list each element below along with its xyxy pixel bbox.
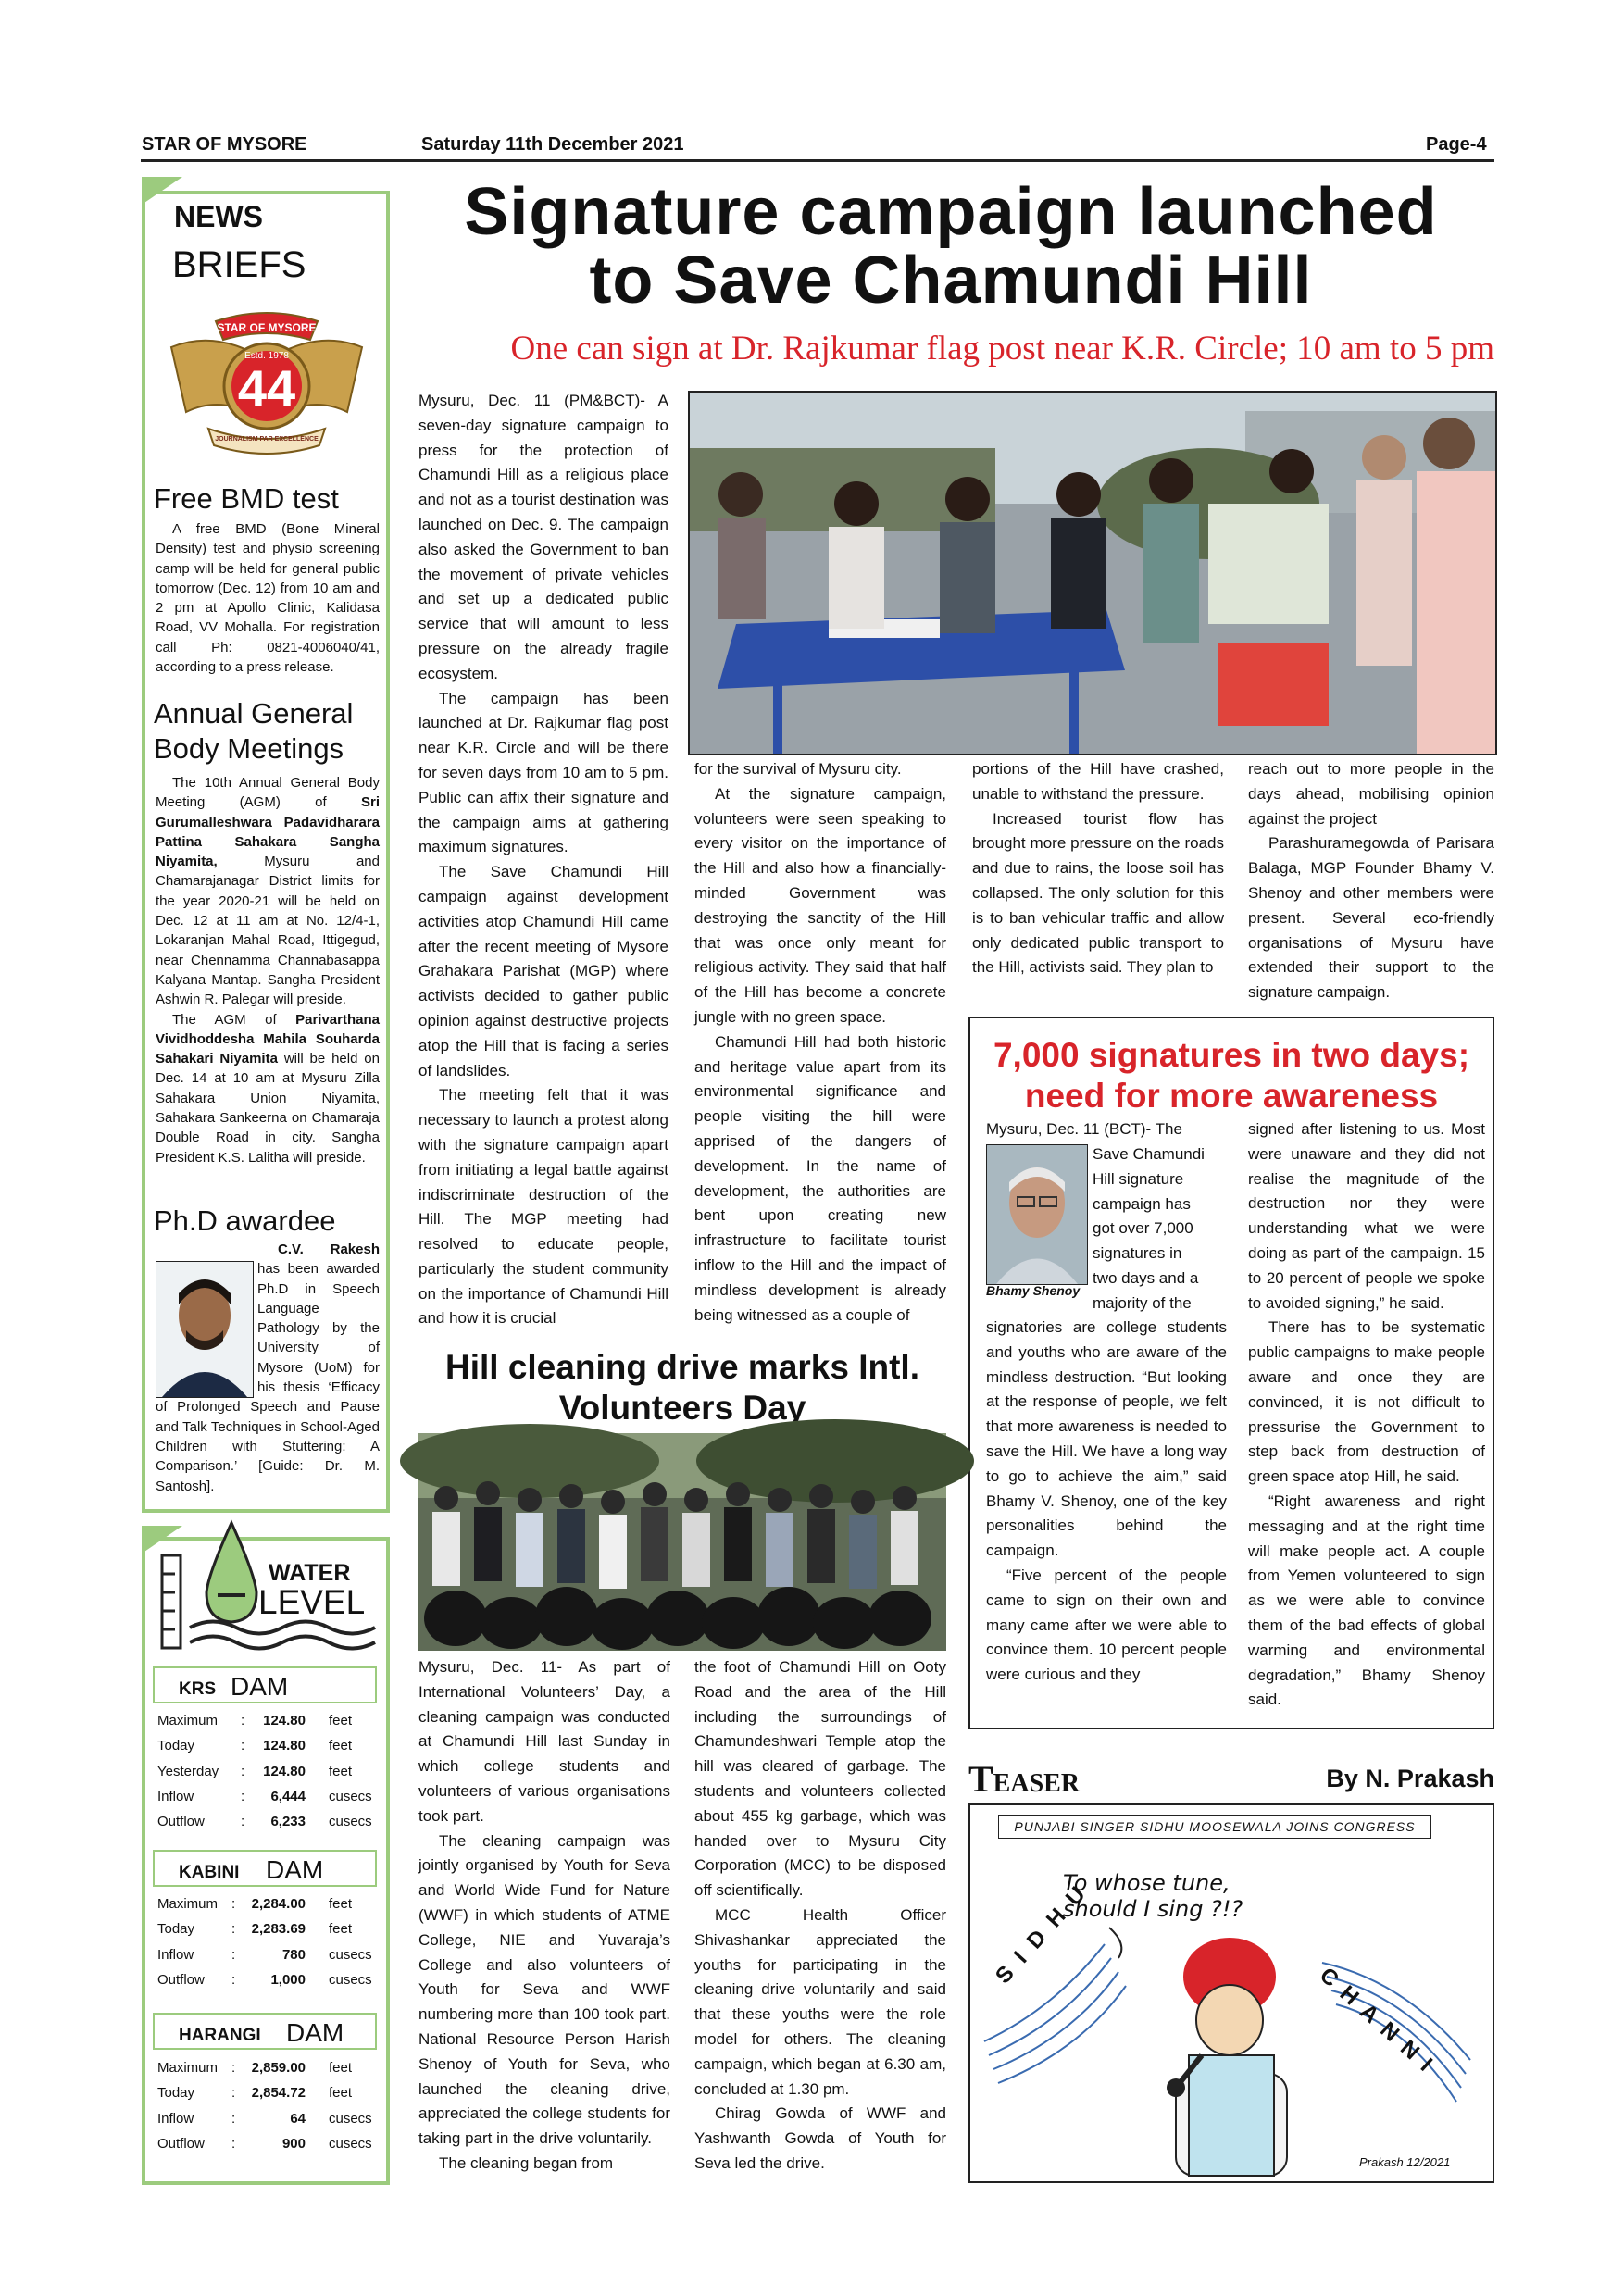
sig-intro-wrap: Save Chamundi Hill signature campaign has got over 7,000 signatures in two days and a majority of the	[1093, 1145, 1205, 1312]
main-col-4	[1248, 757, 1494, 1007]
main-headline-line-1: Signature campaign launched	[464, 175, 1438, 249]
signatures-headline-line-1: 7,000 signatures in two days;	[993, 1036, 1470, 1074]
dam-row: Outflow : 900 cusecs	[157, 2135, 372, 2152]
signatures-headline	[970, 1035, 1493, 1117]
signatures-headline-line-2: need for more awareness	[1024, 1077, 1439, 1115]
logo-number: 44	[237, 359, 296, 418]
anniversary-logo	[162, 310, 371, 458]
main-headline	[407, 175, 1494, 318]
logo-top-text: STAR OF MYSORE	[217, 321, 317, 334]
dam-label: DAM	[266, 1855, 324, 1884]
bubble-line-2: should I sing ?!?	[1063, 1896, 1243, 1922]
photo-illustration	[690, 393, 1495, 754]
para: Chamundi Hill had both historic and heritage value apart from its environmental significance and people visiting the hill were apprised of the dangers of development. In the name of development, the authorities are bent upon creating new infrastructure to facilitate tourist inflow to the Hill and the impact of mindless development is already being witnessed as a couple of	[694, 1032, 946, 1324]
para: signatories are college students and youths who are aware of the mindless destruction. “But looking at the response of people, we felt that more awareness is needed to save the Hill. We have a long way to go to achieve the aim,” said Bhamy V. Shenoy, one of the key personalities behind the campaign.	[986, 1318, 1227, 1560]
agm-heading-line-1: Annual General	[154, 697, 354, 730]
para: Mysuru, Dec. 11 (PM&BCT)- A seven-day signature campaign to press for the protection of Chamundi Hill as a religious place and not as a tourist destination was launched on Dec. 9. The campaign also asked the Government to ban the movement of private vehicles and set up a dedicated public service that will amount to less pressure on the already fragile ecosystem.	[418, 392, 668, 682]
para: “Five percent of the people came to sign on their own and many came after we were able to convince them. 10 percent people were curious and they	[986, 1566, 1227, 1684]
para: The Save Chamundi Hill campaign against development activities atop Chamundi Hill came after the recent meeting of Mysore Grahakara Parishat (MGP) where activists decided to gather public opinion against destructive projects atop the Hill that is facing a series of landslides.	[418, 863, 668, 1079]
para: MCC Health Officer Shivashankar appreciated the youths for participating in the cleaning drive voluntarily and said that these youths were the role model for others. The cleaning campaign, which began at 6.30 am, concluded at 1.30 pm.	[694, 1905, 946, 2098]
cartoonist-signature: Prakash 12/2021	[1359, 2155, 1451, 2169]
main-col-1	[418, 389, 668, 1328]
note-word-sidhu: SIDHU	[991, 1872, 1099, 1990]
dam-header-krs	[153, 1666, 377, 1703]
signature-campaign-photo	[688, 391, 1497, 755]
agm-heading	[154, 696, 353, 767]
para: The cleaning campaign was jointly organised by Youth for Seva and World Wide Fund for Nature (WWF) in which students of ATME College, NIE and Yuvaraja’s College and also volunteers of Youth for Seva and WWF numbering more than 100 took part. National Resource Person Harish Shenoy of Youth for Seva, who launched the cleaning drive, appreciated the college students for taking part in the drive voluntarily.	[418, 1831, 670, 2148]
note-word-channi: CHANNI	[1314, 1963, 1445, 2084]
dam-label: DAM	[231, 1672, 289, 1701]
paper-name: STAR OF MYSORE	[142, 134, 307, 155]
dam-table-kabini	[157, 1891, 380, 1992]
group-photo-illustration	[418, 1433, 946, 1651]
para: Parashuramegowda of Parisara Balaga, MGP Founder Bhamy V. Shenoy and other members were present. Several eco-friendly organisations of Mysuru have extended their support to the signature campaign.	[1248, 834, 1494, 1002]
agm-para-2: The AGM of Parivarthana Vividhoddesha Mahila Souharda Sahakari Niyamita will be held on Dec. 14 at 10 am at Mysuru Zilla Sahakara Union Niyamita, Sahakara Sankeerna on Chamaraja Double Road in city. Sangha President K.S. Lalitha will preside.	[156, 1011, 380, 1166]
page-number: Page-4	[1426, 134, 1487, 155]
dam-row: Inflow : 780 cusecs	[157, 1946, 372, 1963]
dam-table-harangi	[157, 2055, 380, 2156]
dam-row: Yesterday : 124.80 feet	[157, 1763, 353, 1779]
para: “Right awareness and right messaging and at the right time will make people act. A couple from Yemen volunteered to sign as we were able to convince them of the bad effects of global warming and environmental degradation,” Bhamy Shenoy said.	[1248, 1491, 1485, 1709]
logo-estd: Estd. 1978	[244, 351, 289, 361]
para: Mysuru, Dec. 11- As part of International Volunteers’ Day, a cleaning campaign was conducted at Chamundi Hill last Sunday in which college students and volunteers of various organisations took part.	[418, 1658, 670, 1825]
dam-header-harangi	[153, 2013, 377, 2050]
main-headline-line-2: to Save Chamundi Hill	[589, 243, 1313, 318]
teaser-byline: By N. Prakash	[1326, 1765, 1494, 1792]
dam-row: Today : 2,854.72 feet	[157, 2085, 353, 2102]
masthead-rule	[141, 159, 1494, 162]
issue-date: Saturday 11th December 2021	[421, 134, 684, 155]
agm-para-1: The 10th Annual General Body Meeting (AGM) of Sri Gurumalleshwara Padavidharara Pattina Sahakara Sangha Niyamita, Mysuru and Chamarajanagar District limits for the year 2020-21 will be held on Dec. 12 at 11 am at No. 12/4-1, Lokaranjan Mahal Road, Ittigegud, near Chennamma Channabasappa Kalyana Mantap. Sangha President Ashwin R. Palegar will preside.	[156, 775, 380, 1008]
dam-row: Maximum : 2,284.00 feet	[157, 1896, 353, 1912]
para: There has to be systematic public campaigns to make people aware and once they are convinced, it is not difficult to pressurise the Government to step back from destruction of green space atop Hill, he said.	[1248, 1318, 1485, 1486]
cleaning-headline	[418, 1347, 946, 1429]
cleaning-headline-line-2: Volunteers Day	[558, 1389, 806, 1427]
para: portions of the Hill have crashed, unable to withstand the pressure.	[972, 760, 1224, 803]
agm-text	[156, 773, 380, 1167]
sig-intro-line-0: Mysuru, Dec. 11 (BCT)- The	[986, 1120, 1182, 1138]
dam-row: Outflow : 6,233 cusecs	[157, 1814, 372, 1830]
phd-text: C.V. Rakesh has been awarded Ph.D in Speech Language Pathology by the University of Mysore (UoM) for his thesis ‘Efficacy of Prolonged Speech and Pause and Talk Techniques in School-Aged Children with Stuttering: A Comparison.’ [Guide: Dr. M. Santosh].	[156, 1242, 381, 1494]
agm-heading-line-2: Body Meetings	[154, 732, 344, 765]
dam-row: Today : 124.80 feet	[157, 1738, 353, 1754]
cleaning-col-2	[694, 1655, 946, 2192]
para: Chirag Gowda of WWF and Yashwanth Gowda of Youth for Seva led the drive.	[694, 2104, 946, 2172]
cartoon-caption: PUNJABI SINGER SIDHU MOOSEWALA JOINS CONGRESS	[998, 1815, 1431, 1839]
briefs-title-news: NEWS	[174, 200, 263, 233]
para: The campaign has been launched at Dr. Rajkumar flag post near K.R. Circle and will be there for seven days from 10 am to 5 pm. Public can affix their signature and the campaign aims at gathering maximum signatures.	[418, 689, 668, 856]
cleaning-headline-line-1: Hill cleaning drive marks Intl.	[444, 1348, 919, 1386]
cleaning-drive-photo	[418, 1433, 946, 1651]
para: At the signature campaign, volunteers were seen speaking to every visitor on the importance of the Hill and also how a financially-minded Government was destroying the sanctity of the Hill that was once only meant for religious activity. They said that half of the Hill has become a concrete jungle with no green space.	[694, 784, 946, 1026]
para: The meeting felt that it was necessary to launch a protest along with the signature campaign apart from initiating a legal battle against indiscriminate destruction of the Hill. The MGP meeting had resolved to educate people, particularly the student community on the importance of Chamundi Hill and how it is crucial	[418, 1086, 668, 1328]
dam-name: KRS	[179, 1679, 217, 1699]
cartoon-drawing	[970, 1805, 1493, 2181]
dam-row: Today : 2,283.69 feet	[157, 1921, 353, 1938]
bmd-heading: Free BMD test	[154, 482, 339, 515]
bmd-text: A free BMD (Bone Mineral Density) test and physio screening camp will be held for general public tomorrow (Dec. 12) from 10 am and 2 pm at Apollo Clinic, Kalidasa Road, VV Mohalla. For registration call Ph: 0821-4006040/41, according to a press release.	[156, 521, 380, 676]
dam-name: HARANGI	[179, 2026, 261, 2045]
para: reach out to more people in the days ahead, mobilising opinion against the project	[1248, 760, 1494, 828]
phd-heading: Ph.D awardee	[154, 1204, 336, 1237]
para: The cleaning began from	[439, 2153, 614, 2172]
para: the foot of Chamundi Hill on Ooty Road and the area of the Hill including the surroundings of Chamundeshwari Temple atop the hill was cleared of garbage. The students and volunteers collected about 455 kg garbage, which was handed over to Mysuru City Corporation (MCC) to be disposed off scientifically.	[694, 1658, 946, 1900]
para: Increased tourist flow has brought more pressure on the roads and due to rains, the loose soil has collapsed. The only solution for this is to ban vehicular traffic and allow only dedicated public transport to the Hill, activists said. They plan to	[972, 809, 1224, 977]
bhamy-shenoy-caption: Bhamy Shenoy	[986, 1283, 1081, 1298]
dam-header-kabini	[153, 1850, 377, 1887]
logo-bottom-text: JOURNALISM PAR EXCELLENCE	[215, 436, 319, 443]
briefs-title-briefs: BRIEFS	[172, 244, 306, 285]
dam-name: KABINI	[179, 1863, 240, 1882]
dam-row: Inflow : 6,444 cusecs	[157, 1788, 372, 1804]
cleaning-col-1	[418, 1655, 670, 2192]
dam-row: Inflow : 64 cusecs	[157, 2110, 372, 2127]
dam-table-krs	[157, 1708, 380, 1834]
teaser-title: Teaser	[968, 1758, 1081, 1800]
teaser-cartoon	[968, 1803, 1494, 2183]
dam-row: Maximum : 2,859.00 feet	[157, 2060, 353, 2076]
water-title-2: LEVEL	[258, 1583, 366, 1621]
main-subhead: One can sign at Dr. Rajkumar flag post near K.R. Circle; 10 am to 5 pm	[510, 330, 1494, 368]
sig-left-col	[986, 1316, 1227, 1723]
main-col-2	[694, 757, 946, 1324]
bubble-line-1: To whose tune,	[1063, 1870, 1230, 1896]
bhamy-shenoy-photo	[986, 1144, 1088, 1285]
portrait-illustration	[987, 1145, 1087, 1284]
para: signed after listening to us. Most were unaware and they did not realise the magnitude of the destruction nor they were understanding what we were doing as part of the campaign. 15 to 20 percent of people we spoke to avoided signing,” he said.	[1248, 1120, 1485, 1312]
dam-label: DAM	[286, 2018, 344, 2047]
water-title-1: WATER	[269, 1560, 351, 1586]
main-col-3	[972, 757, 1224, 1007]
sig-right-col	[1248, 1117, 1485, 1724]
dam-row: Outflow : 1,000 cusecs	[157, 1971, 372, 1988]
dam-row: Maximum : 124.80 feet	[157, 1713, 353, 1728]
para: for the survival of Mysuru city.	[694, 760, 902, 778]
